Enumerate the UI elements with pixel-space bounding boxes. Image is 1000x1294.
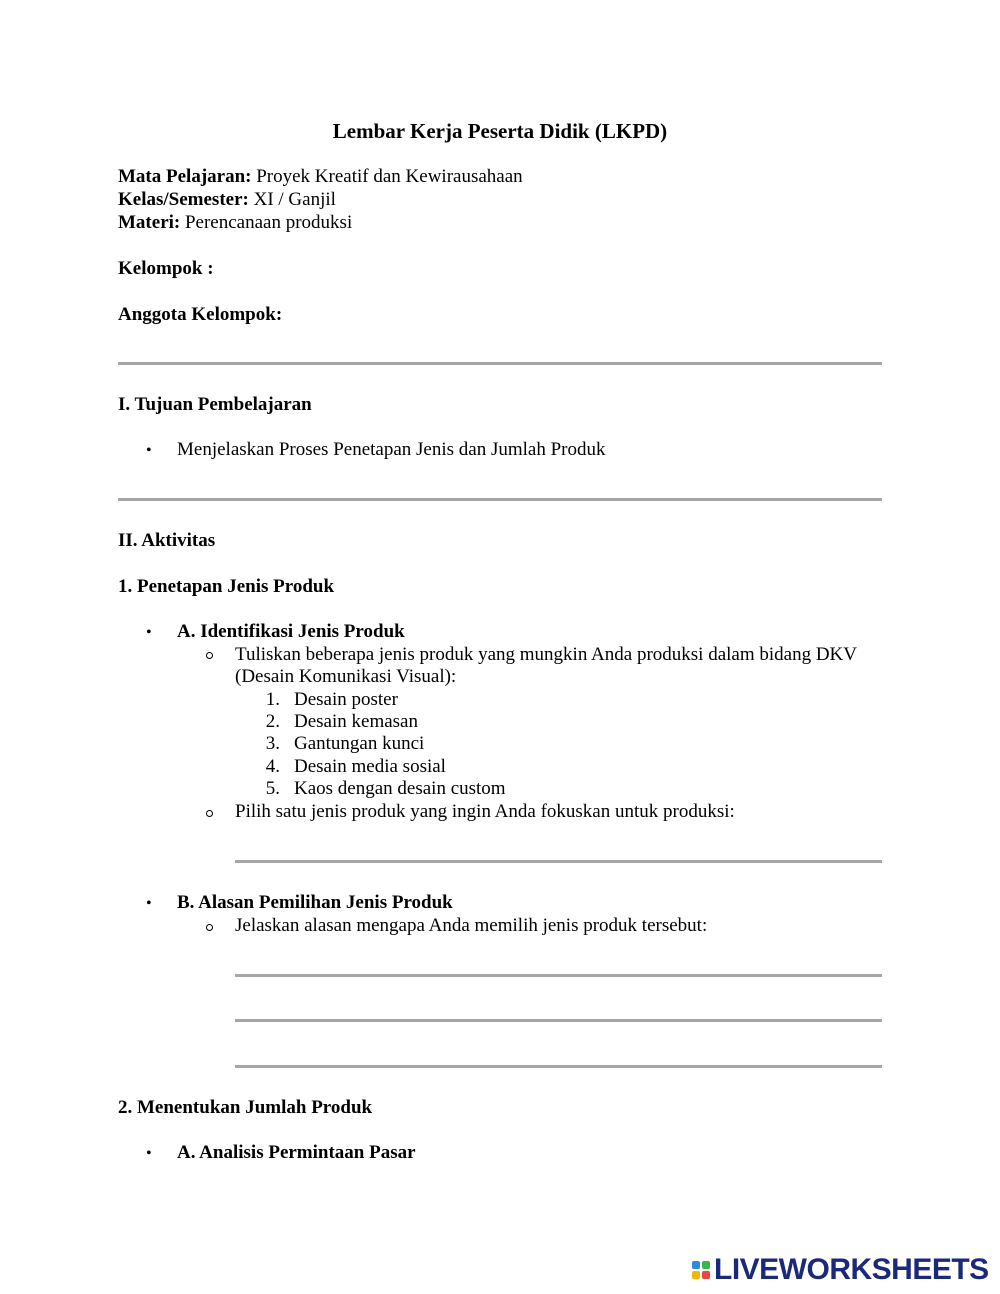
subheading-penetapan: 1. Penetapan Jenis Produk: [118, 576, 335, 597]
answer-line-reason-3[interactable]: [235, 1065, 882, 1068]
subheading-jumlah: 2. Menentukan Jumlah Produk: [118, 1097, 373, 1118]
list-number: 2.: [265, 711, 280, 732]
list-number: 5.: [265, 778, 280, 799]
group-label: Kelompok :: [118, 258, 214, 279]
list-number: 3.: [265, 733, 280, 754]
reason-prompt: Jelaskan alasan mengapa Anda memilih jenis produk tersebut:: [235, 915, 708, 936]
list-item: Desain media sosial: [294, 756, 446, 777]
section-heading-aktivitas: II. Aktivitas: [118, 530, 216, 551]
class-line: [118, 189, 336, 211]
heading-identifikasi: A. Identifikasi Jenis Produk: [177, 621, 405, 642]
class-label: Kelas/Semester:: [118, 189, 249, 210]
section-heading-tujuan: I. Tujuan Pembelajaran: [118, 394, 312, 415]
material-line: [118, 212, 352, 234]
bullet-icon: •: [146, 624, 152, 641]
list-number: 1.: [265, 689, 280, 710]
divider: [118, 362, 882, 365]
members-label: Anggota Kelompok:: [118, 304, 283, 325]
list-number: 4.: [265, 756, 280, 777]
heading-analisis: A. Analisis Permintaan Pasar: [177, 1142, 416, 1163]
answer-line-choose-product[interactable]: [235, 860, 882, 863]
heading-alasan: B. Alasan Pemilihan Jenis Produk: [177, 892, 453, 913]
list-item: Gantungan kunci: [294, 733, 425, 754]
logo-text: LIVEWORKSHEETS: [714, 1253, 989, 1286]
list-item: Desain poster: [294, 689, 398, 710]
divider: [118, 498, 882, 501]
class-value: XI / Ganjil: [248, 189, 336, 210]
liveworksheets-logo: [692, 1252, 989, 1288]
bullet-icon: •: [146, 895, 152, 912]
circle-bullet-icon: [206, 810, 213, 817]
bullet-icon: •: [146, 1145, 152, 1162]
bullet-icon: •: [146, 442, 152, 459]
prompt-line-2: (Desain Komunikasi Visual):: [235, 666, 457, 687]
answer-line-reason-1[interactable]: [235, 974, 882, 977]
subject-line: [118, 166, 523, 188]
choose-prompt: Pilih satu jenis produk yang ingin Anda fokuskan untuk produksi:: [235, 801, 735, 822]
circle-bullet-icon: [206, 652, 213, 659]
list-item: Kaos dengan desain custom: [294, 778, 506, 799]
prompt-line-1: Tuliskan beberapa jenis produk yang mungkin Anda produksi dalam bidang DKV: [235, 644, 857, 665]
list-item: Desain kemasan: [294, 711, 418, 732]
subject-label: Mata Pelajaran:: [118, 166, 252, 187]
material-value: Perencanaan produksi: [180, 212, 353, 233]
circle-bullet-icon: [206, 924, 213, 931]
material-label: Materi:: [118, 212, 181, 233]
objective-text: Menjelaskan Proses Penetapan Jenis dan Jumlah Produk: [177, 439, 606, 460]
logo-mark-icon: [692, 1261, 710, 1279]
page-title: Lembar Kerja Peserta Didik (LKPD): [332, 119, 668, 143]
answer-line-reason-2[interactable]: [235, 1019, 882, 1022]
subject-value: Proyek Kreatif dan Kewirausahaan: [251, 166, 523, 187]
